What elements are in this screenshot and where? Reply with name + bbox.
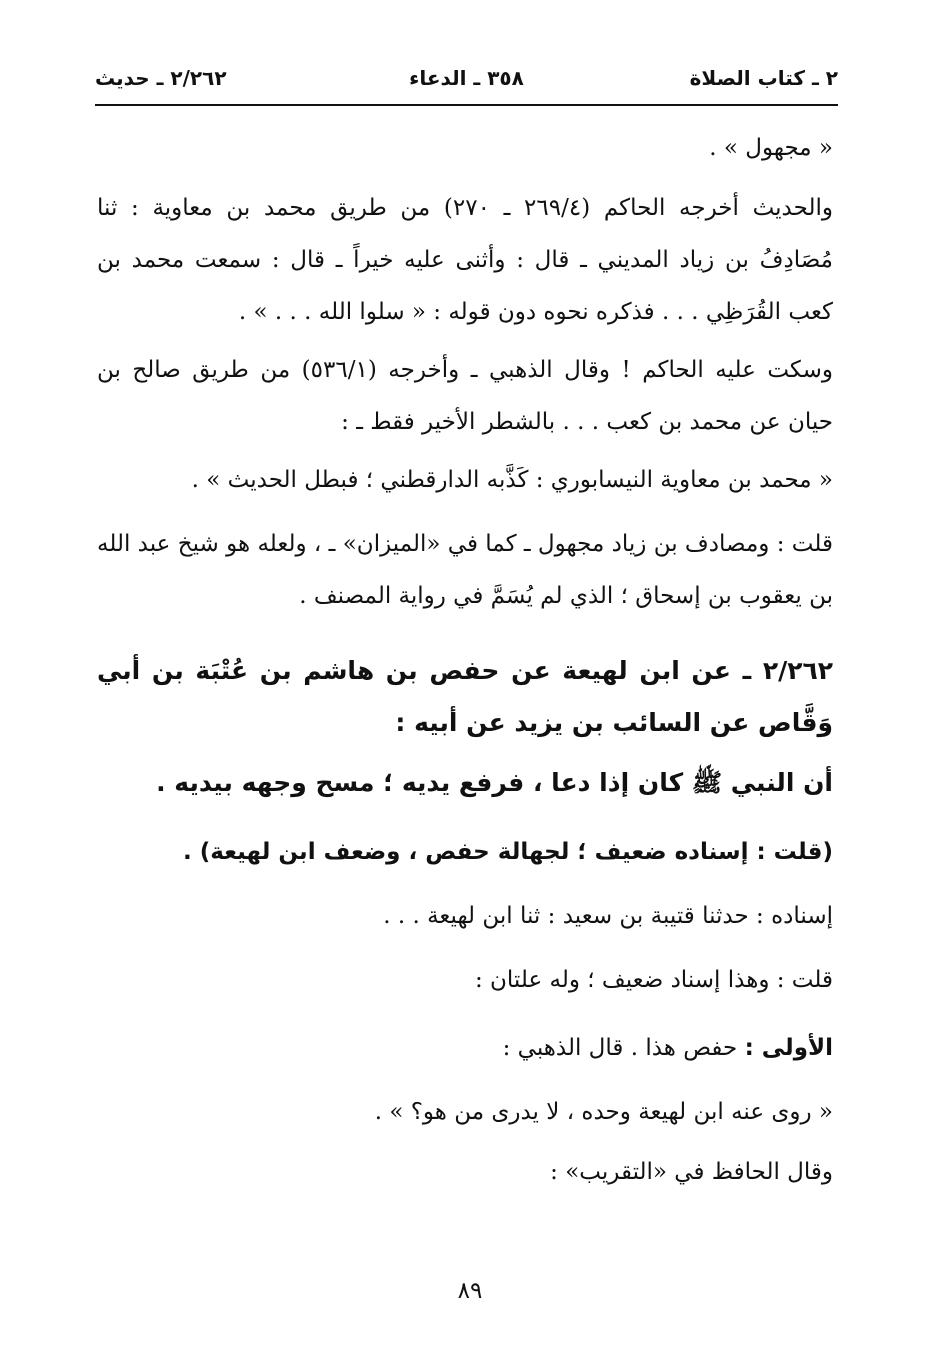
first-defect-label: الأولى : bbox=[744, 1035, 833, 1061]
paragraph-musadif: قلت : ومصادف بن زياد مجهول ـ كما في «الميزان» ـ ، ولعله هو شيخ عبد الله بن يعقوب بن إسحاق ؛ الذي لم يُسَمَّ في رواية المصنف . bbox=[97, 531, 833, 609]
quote-dhahabi: « روى عنه ابن لهيعة وحده ، لا يدرى من هو؟ » . bbox=[374, 1099, 833, 1125]
header-section: ٣٥٨ ـ الدعاء bbox=[409, 66, 524, 90]
isnad-line: إسناده : حدثنا قتيبة بن سعيد : ثنا ابن لهيعة . . . bbox=[383, 903, 833, 929]
first-defect bbox=[503, 1028, 833, 1068]
quote-daraqutni: « محمد بن معاوية النيسابوري : كَذَّبه الدارقطني ؛ فبطل الحديث » . bbox=[191, 467, 833, 493]
grading-note: (قلت : إسناده ضعيف ؛ لجهالة حفص ، وضعف ابن لهيعة) . bbox=[182, 839, 833, 865]
hadith-matn: أن النبي ﷺ كان إذا دعا ، فرفع يديه ؛ مسح وجهه بيديه . bbox=[156, 768, 833, 797]
header-chapter: ٢ ـ كتاب الصلاة bbox=[689, 66, 838, 90]
header-hadith-number: ٢/٢٦٢ ـ حديث bbox=[95, 66, 227, 90]
paragraph-majhul: « مجهول » . bbox=[709, 135, 833, 161]
weakness-note: قلت : وهذا إسناد ضعيف ؛ وله علتان : bbox=[474, 967, 833, 993]
first-defect-text: حفص هذا . قال الذهبي : bbox=[502, 1035, 745, 1061]
hafiz-taqrib: وقال الحافظ في «التقريب» : bbox=[550, 1159, 833, 1185]
paragraph-hakim-takhrij: والحديث أخرجه الحاكم (٢٦٩/٤ ـ ٢٧٠) من طريق محمد بن معاوية : ثنا مُصَادِفُ بن زياد المديني ـ قال : وأثنى عليه خيراً ـ قال : سمعت محمد بن كعب القُرَظِي . . . فذكره نحوه دون قوله : « سلوا الله . . . » . bbox=[97, 195, 833, 325]
paragraph-dhahabi: وسكت عليه الحاكم ! وقال الذهبي ـ وأخرجه (٥٣٦/١) من طريق صالح بن حيان عن محمد بن كعب . . . بالشطر الأخير فقط ـ : bbox=[97, 357, 833, 435]
page-number: ٨٩ bbox=[457, 1278, 483, 1304]
running-header bbox=[95, 66, 838, 100]
hadith-text: ٢/٢٦٢ ـ عن ابن لهيعة عن حفص بن هاشم بن عُتْبَة بن أبي وَقَّاص عن السائب بن يزيد عن أبيه : bbox=[97, 656, 833, 737]
header-divider bbox=[95, 104, 838, 106]
